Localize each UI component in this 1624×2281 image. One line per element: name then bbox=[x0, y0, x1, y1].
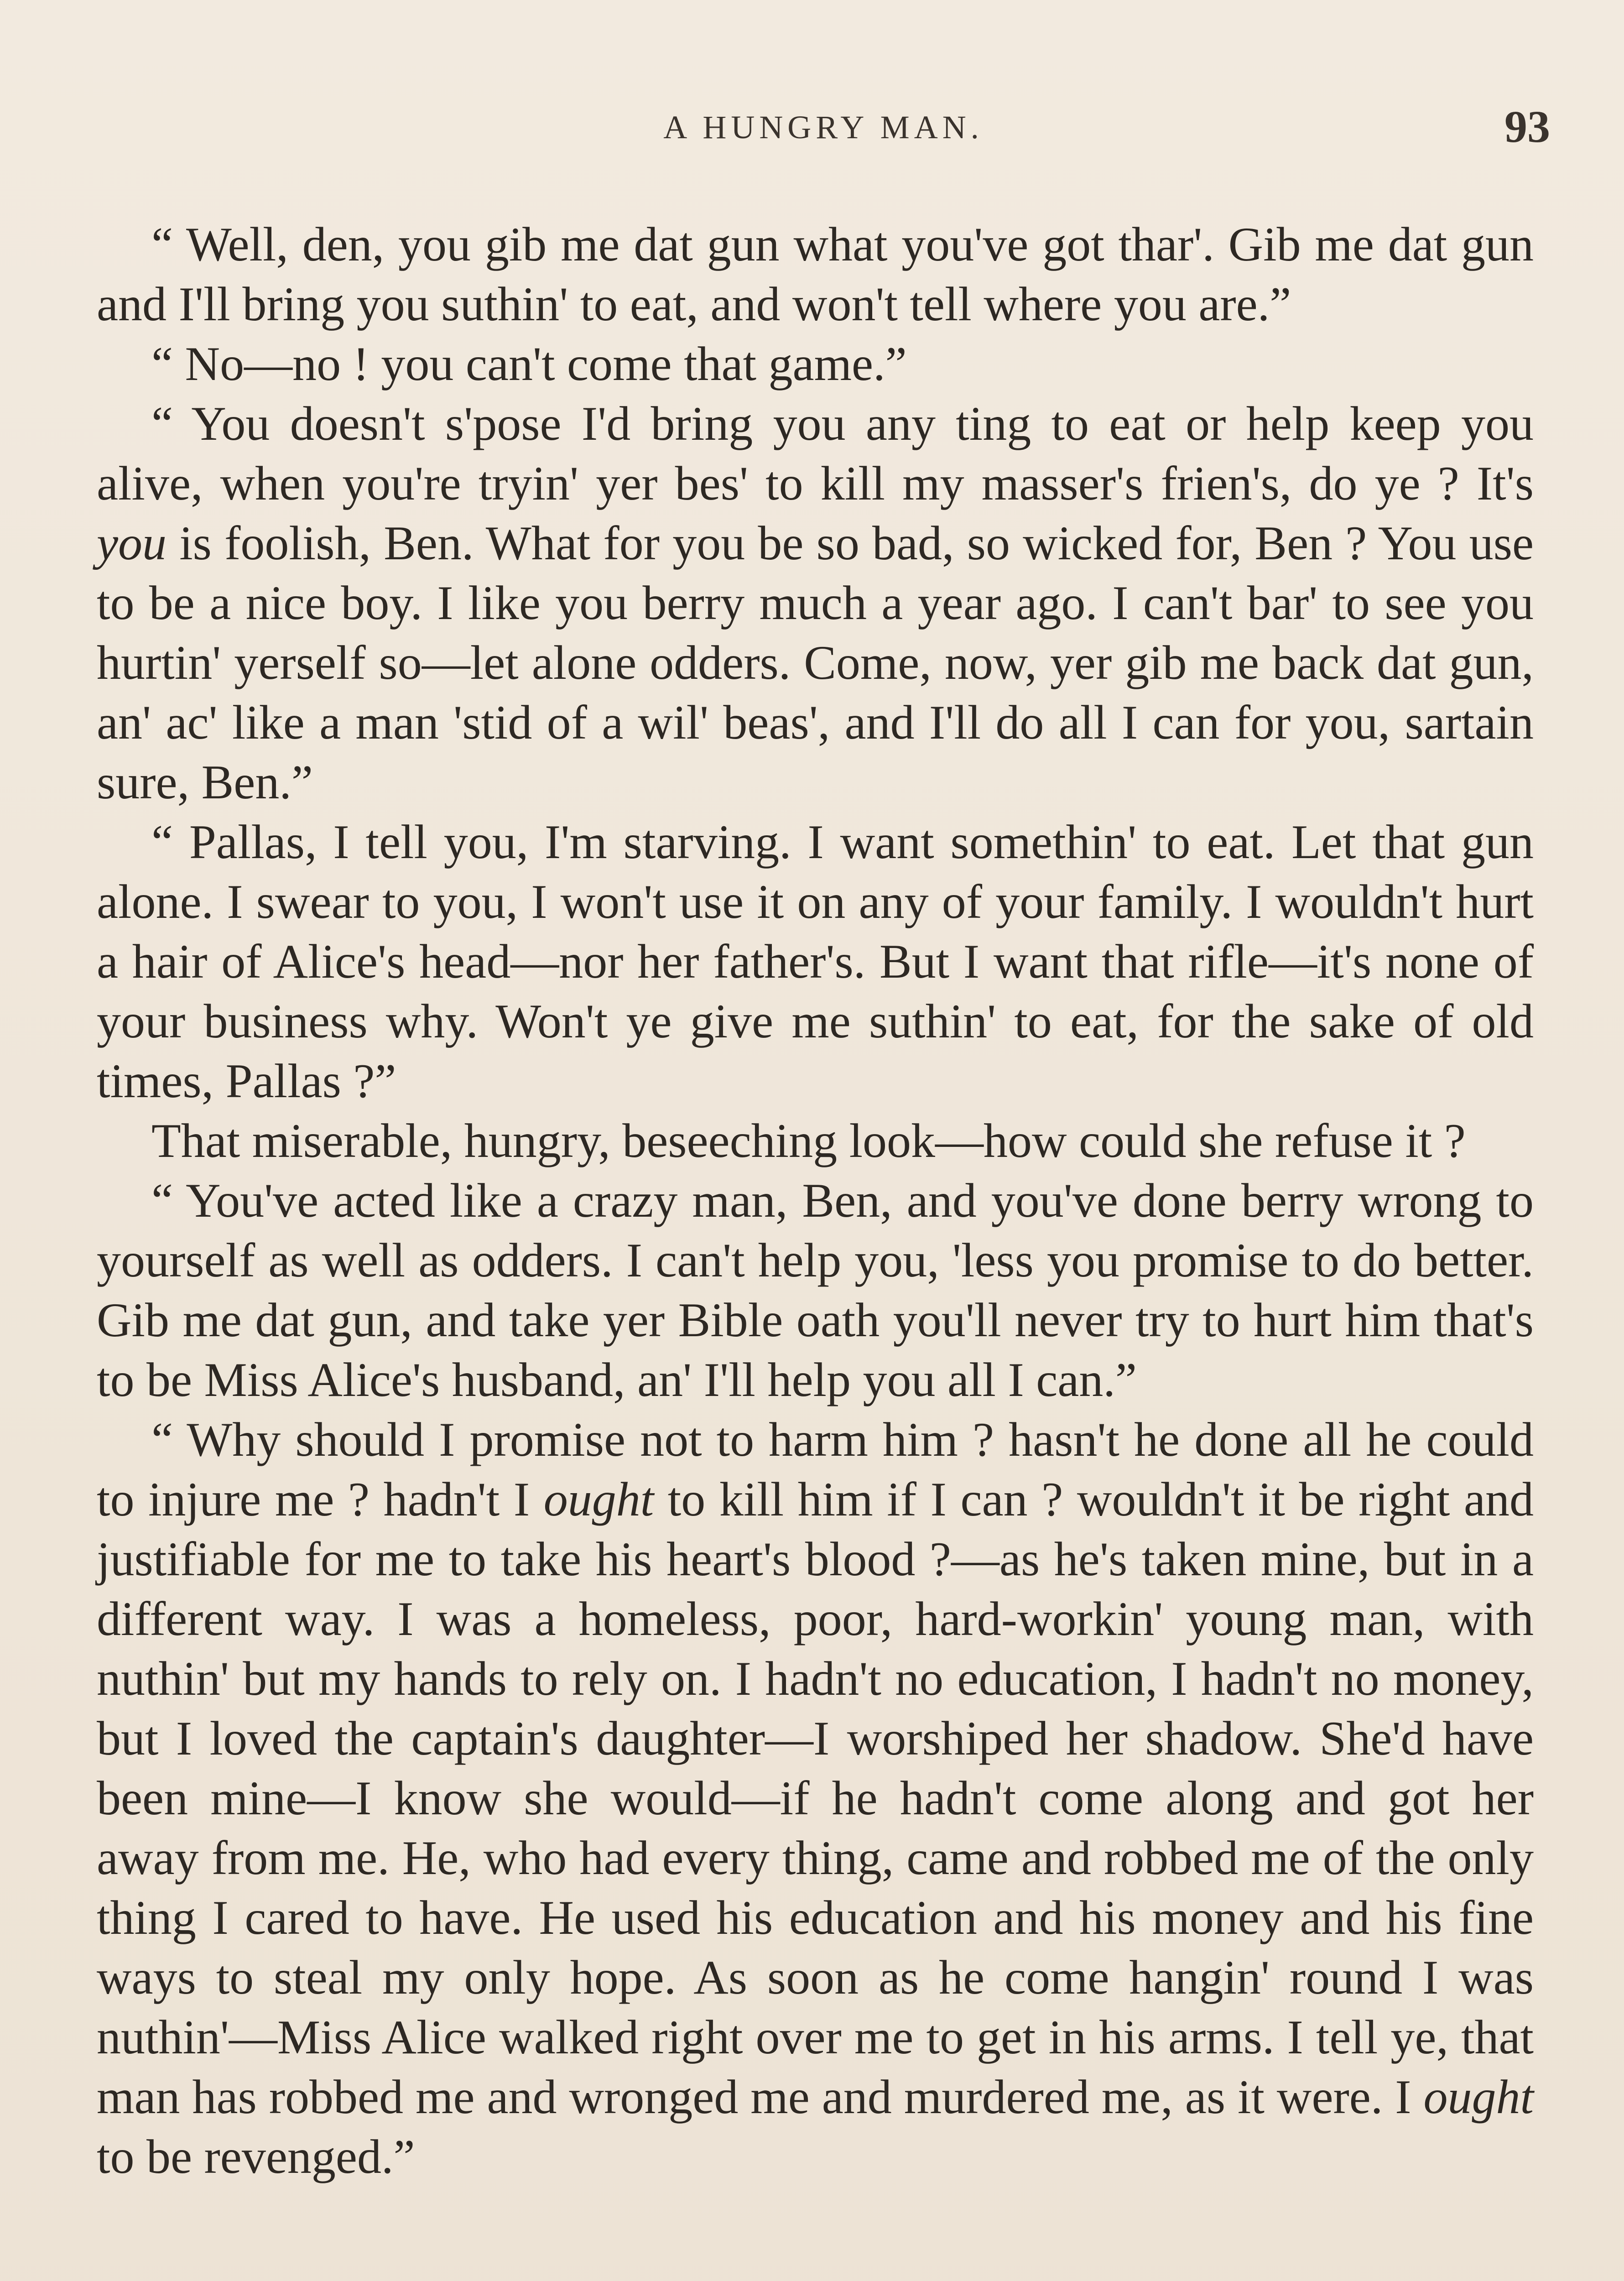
italic-text: ought bbox=[543, 1473, 654, 1526]
page-header bbox=[97, 100, 1550, 155]
text-run: to kill him if I can ? wouldn't it be right and justifiable for me to take his heart's blood ?—as he's taken mine, but in a different way. I was a homeless, poor, hard-workin' young man, with nuthin' but my hands to rely on. I hadn't no education, I hadn't no money, but I loved the captain's daughter—I worshiped her shadow. She'd have been mine—I know she would—if he hadn't come along and got her away from me. He, who had every thing, came and robbed me of the only thing I cared to have. He used his education and his money and his fine ways to steal my only hope. As soon as he come hangin' round I was nuthin'—Miss Alice walked right over me to get in his arms. I tell ye, that man has robbed me and wronged me and murdered me, as it were. I bbox=[97, 1473, 1534, 2124]
italic-text: you bbox=[97, 516, 167, 570]
paragraph-3 bbox=[97, 394, 1534, 812]
body-text bbox=[97, 214, 1534, 2187]
text-run: “ You doesn't s'pose I'd bring you any ting to eat or help keep you alive, when you're tryin' yer bes' to kill my masser's frien's, do ye ? It's bbox=[97, 397, 1534, 510]
text-run: “ No—no ! you can't come that game.” bbox=[151, 337, 907, 391]
text-run: is foolish, Ben. What for you be so bad, so wicked for, Ben ? You use to be a nice boy. I like you berry much a year ago. I can't bar' to see you hurtin' yerself so—let alone odders. Come, now, yer gib me back dat gun, an' ac' like a man 'stid of a wil' beas', and I'll do all I can for you, sartain sure, Ben.” bbox=[97, 516, 1534, 809]
paragraph-1 bbox=[97, 214, 1534, 334]
running-head: A HUNGRY MAN. bbox=[663, 109, 984, 146]
page-number: 93 bbox=[1504, 101, 1550, 152]
text-run: “ Why should I promise not to harm him ? hasn't he done all he could to injure me ? hadn't I bbox=[97, 1413, 1534, 1526]
paragraph-2 bbox=[97, 334, 1534, 394]
text-run: That miserable, hungry, beseeching look—how could she refuse it ? bbox=[151, 1114, 1466, 1167]
paragraph-5 bbox=[97, 1111, 1534, 1171]
text-run: to be revenged.” bbox=[97, 2130, 415, 2183]
text-run: “ Well, den, you gib me dat gun what you've got thar'. Gib me dat gun and I'll bring you suthin' to eat, and won't tell where you are.” bbox=[97, 218, 1534, 331]
paragraph-6 bbox=[97, 1171, 1534, 1410]
italic-text: ought bbox=[1423, 2070, 1534, 2124]
paragraph-4 bbox=[97, 812, 1534, 1111]
paragraph-7 bbox=[97, 1410, 1534, 2187]
text-run: “ Pallas, I tell you, I'm starving. I want somethin' to eat. Let that gun alone. I swear to you, I won't use it on any of your family. I wouldn't hurt a hair of Alice's head—nor her father's. But I want that rifle—it's none of your business why. Won't ye give me suthin' to eat, for the sake of old times, Pallas ?” bbox=[97, 815, 1534, 1108]
text-run: “ You've acted like a crazy man, Ben, and you've done berry wrong to yourself as well as odders. I can't help you, 'less you promise to do better. Gib me dat gun, and take yer Bible oath you'll never try to hurt him that's to be Miss Alice's husband, an' I'll help you all I can.” bbox=[97, 1174, 1534, 1406]
